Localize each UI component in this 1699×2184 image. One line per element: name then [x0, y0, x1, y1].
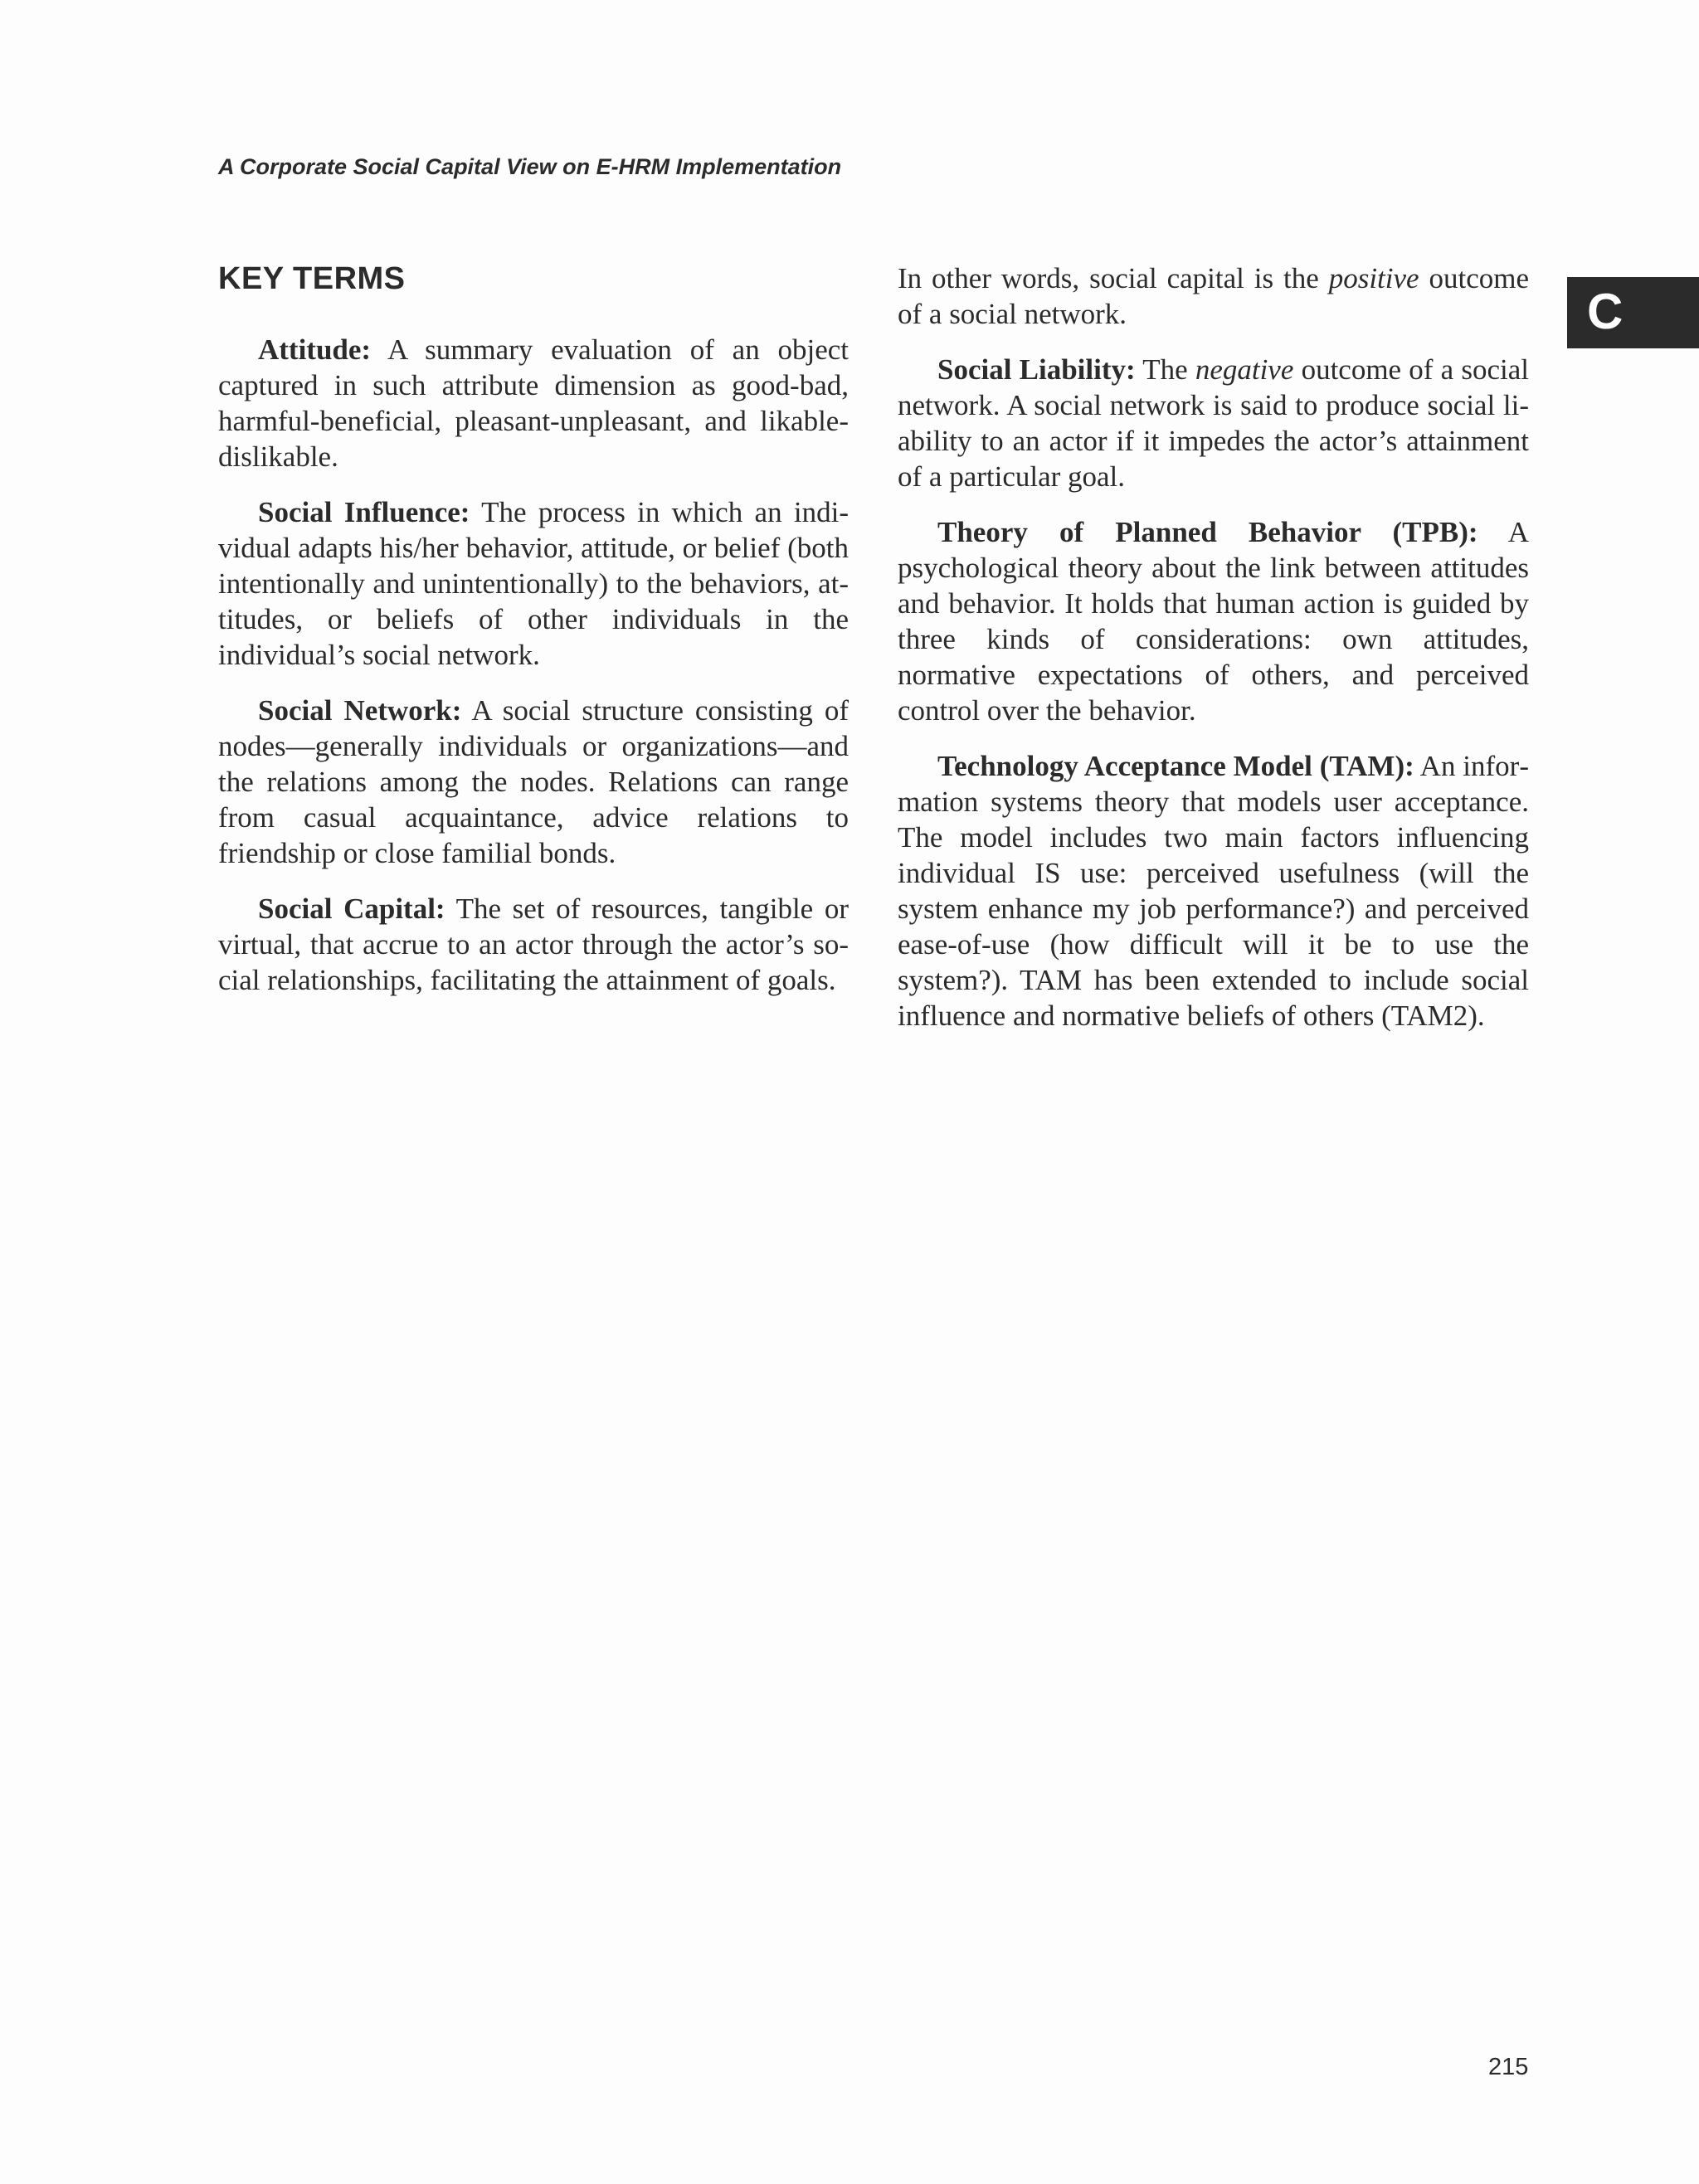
key-term-entry-attitude [218, 332, 849, 474]
key-term-definition: The process in which an individual adapts his/her behavior, attitude, or belief (both intentionally and unintentionally) to the behaviors, attitudes, or beliefs of other individuals in the individual’s social network. [218, 496, 849, 671]
continuation-text-before: In other words, social capital is the [898, 262, 1329, 294]
key-term-definition: A social structure consisting of nodes—generally individuals or organizations—and the relations among the nodes. Relations can range from casual acquaintance, advice relations to friendship or close familial bonds. [218, 694, 849, 869]
key-term-label: Theory of Planned Behavior (TPB): [937, 516, 1478, 548]
left-column [218, 257, 849, 1018]
key-term-label: Social Capital: [258, 893, 445, 925]
key-term-definition-before: The [1135, 353, 1195, 386]
key-term-entry-tpb [898, 514, 1529, 728]
right-column [898, 260, 1529, 1053]
key-term-definition: A summary evaluation of an object captured in such attribute dimension as good-bad, harmful-beneficial, pleasant-unpleasant, and likable-dislikable. [218, 333, 849, 473]
social-capital-continuation [898, 260, 1529, 332]
key-term-entry-social-network [218, 693, 849, 871]
key-term-definition: A psychological theory about the link between attitudes and behavior. It holds that human action is guided by three kinds of considerations: own attitudes, normative expectations of others, and perceived control over the behavior. [898, 516, 1529, 727]
key-term-definition: The set of resources, tangible or virtual, that accrue to an actor through the actor’s social relationships, facilitating the attainment of goals. [218, 893, 850, 996]
page-number: 215 [1488, 2054, 1529, 2080]
continuation-text-after: outcome of a social network. [898, 262, 1529, 330]
key-term-label: Social Influence: [258, 496, 470, 528]
key-term-entry-tam [898, 748, 1529, 1034]
key-term-label: Social Liability: [937, 353, 1136, 386]
running-head: A Corporate Social Capital View on E-HRM Implementation [218, 154, 842, 179]
key-term-entry-social-liability [898, 352, 1529, 494]
emphasis-negative: negative [1195, 353, 1294, 386]
thumb-tab-letter: C [1587, 284, 1624, 339]
key-term-definition: An information systems theory that models user acceptance. The model includes two main factors influencing individual IS use: perceived usefulness (will the system enhance my job performance?) and perceived ease-of-use (how difficult will it be to use the system?). TAM has been extended to include social influence and normative beliefs of others (TAM2). [898, 750, 1529, 1032]
key-term-label: Technology Acceptance Model (TAM): [937, 750, 1414, 782]
section-heading: KEY TERMS [218, 261, 406, 296]
chapter-thumb-tab [1567, 277, 1699, 348]
emphasis-positive: positive [1328, 262, 1419, 294]
key-term-definition-after: outcome of a social network. A social network is said to produce social liability to an actor if it impedes the actor’s attainment of a particular goal. [898, 353, 1529, 493]
key-term-label: Attitude: [258, 333, 372, 366]
key-term-entry-social-capital [218, 891, 849, 998]
key-term-entry-social-influence [218, 494, 849, 673]
key-term-label: Social Network: [258, 694, 462, 727]
